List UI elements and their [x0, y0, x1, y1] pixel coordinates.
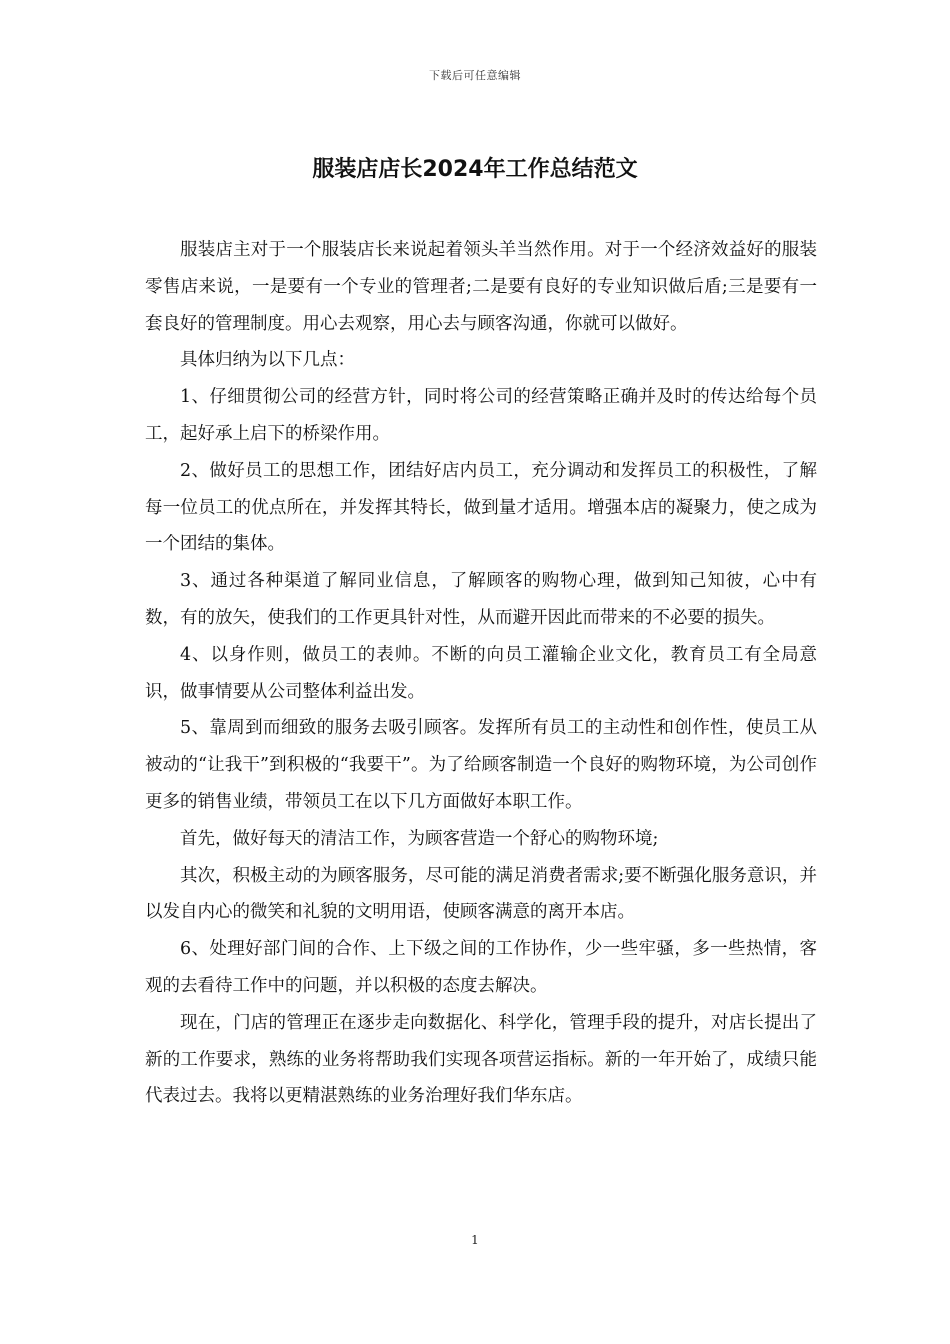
- paragraph-point-2: 2、做好员工的思想工作，团结好店内员工，充分调动和发挥员工的积极性，了解每一位员工的优点所在，并发挥其特长，做到量才适用。增强本店的凝聚力，使之成为一个团结的集体。: [145, 460, 817, 555]
- paragraph-intro: 服装店主对于一个服装店长来说起着领头羊当然作用。对于一个经济效益好的服装零售店来说，一是要有一个专业的管理者;二是要有良好的专业知识做后盾;三是要有一套良好的管理制度。用心去观察，用心去与顾客沟通，你就可以做好。: [145, 240, 817, 334]
- paragraph-point-6: 6、处理好部门间的合作、上下级之间的工作协作，少一些牢骚，多一些热情，客观的去看待工作中的问题，并以积极的态度去解决。: [145, 939, 817, 996]
- document-body: [145, 232, 817, 1115]
- paragraph-point-3: 3、通过各种渠道了解同业信息，了解顾客的购物心理，做到知己知彼，心中有数，有的放矢，使我们的工作更具针对性，从而避开因此而带来的不必要的损失。: [145, 571, 817, 628]
- page-number: 1: [471, 1233, 479, 1247]
- paragraph-first: 首先，做好每天的清洁工作，为顾客营造一个舒心的购物环境;: [180, 828, 659, 849]
- paragraph-point-5: 5、靠周到而细致的服务去吸引顾客。发挥所有员工的主动性和创作性，使员工从被动的“让我干”到积极的“我要干”。为了给顾客制造一个良好的购物环境，为公司创作更多的销售业绩，带领员工在以下几方面做好本职工作。: [145, 718, 817, 812]
- paragraph-point-4: 4、以身作则，做员工的表帅。不断的向员工灌输企业文化，教育员工有全局意识，做事情要从公司整体利益出发。: [145, 644, 817, 702]
- header-note: 下载后可任意编辑: [429, 69, 521, 82]
- document-title: 服装店店长2024年工作总结范文: [312, 157, 638, 182]
- paragraph-conclusion: 现在，门店的管理正在逐步走向数据化、科学化，管理手段的提升，对店长提出了新的工作要求，熟练的业务将帮助我们实现各项营运指标。新的一年开始了，成绩只能代表过去。我将以更精湛熟练的业务治理好我们华东店。: [145, 1012, 817, 1107]
- paragraph-summary-lead: 具体归纳为以下几点：: [180, 350, 355, 371]
- paragraph-point-1: 1、仔细贯彻公司的经营方针，同时将公司的经营策略正确并及时的传达给每个员工，起好承上启下的桥梁作用。: [145, 387, 817, 444]
- paragraph-second: 其次，积极主动的为顾客服务，尽可能的满足消费者需求;要不断强化服务意识，并以发自内心的微笑和礼貌的文明用语，使顾客满意的离开本店。: [145, 865, 817, 923]
